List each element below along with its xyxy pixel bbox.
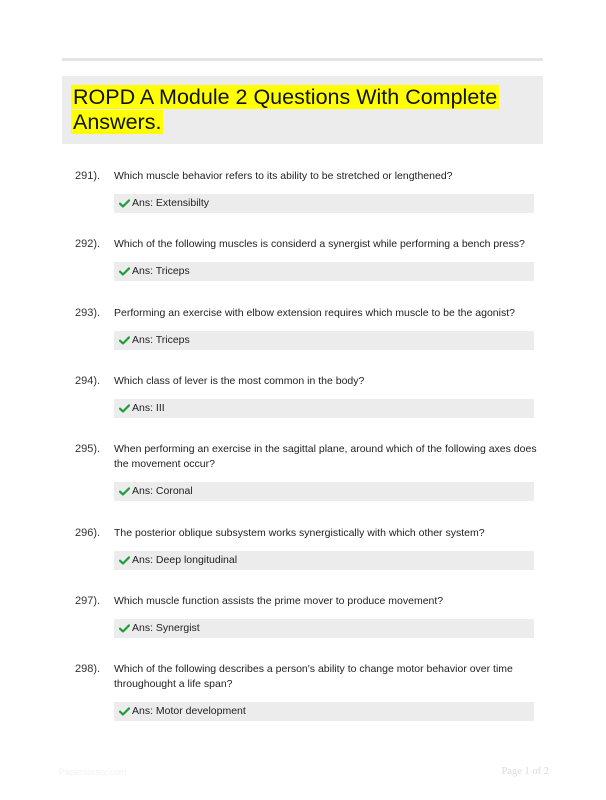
question-text: Which muscle function assists the prime mover to produce movement?: [114, 595, 444, 607]
check-icon: [119, 624, 130, 633]
question-number: 294).: [75, 375, 101, 387]
answer-box: [114, 331, 534, 350]
document-title-highlight: ROPD A Module 2 Questions With Complete Answers.: [73, 85, 498, 134]
question-text: The posterior oblique subsystem works synergistically with which other system?: [114, 527, 485, 539]
answer-text: Ans: Coronal: [132, 485, 193, 497]
question-text: When performing an exercise in the sagittal plane, around which of the following axes does the movement occur?: [114, 443, 537, 470]
answer-text: Ans: Triceps: [132, 334, 190, 346]
check-icon: [119, 556, 130, 565]
answer-box: [114, 399, 534, 418]
question-number: 297).: [75, 595, 101, 607]
question-text: Which of the following muscles is considerd a synergist while performing a bench press?: [114, 238, 525, 250]
answer-box: [114, 551, 534, 570]
question-number: 295).: [75, 443, 101, 455]
question-text: Which class of lever is the most common in the body?: [114, 375, 365, 387]
answer-text: Ans: Synergist: [132, 622, 200, 634]
question-text: Which muscle behavior refers to its ability to be stretched or lengthened?: [114, 170, 453, 182]
check-icon: [119, 199, 130, 208]
check-icon: [119, 336, 130, 345]
question-number: 296).: [75, 527, 101, 539]
answer-text: Ans: Extensibilty: [132, 197, 210, 209]
answer-box: [114, 702, 534, 721]
check-icon: [119, 267, 130, 276]
check-icon: [119, 404, 130, 413]
answer-text: Ans: Triceps: [132, 265, 190, 277]
top-divider: [62, 58, 543, 61]
answer-box: [114, 619, 534, 638]
answer-box: [114, 194, 534, 213]
title-banner: [62, 76, 543, 144]
answer-box: [114, 262, 534, 281]
document-title: [71, 85, 501, 135]
answer-box: [114, 482, 534, 501]
answer-text: Ans: Deep longitudinal: [132, 554, 238, 566]
question-number: 293).: [75, 307, 101, 319]
question-text: Which of the following describes a person's ability to change motor behavior over time throughought a life span?: [114, 663, 513, 690]
page-indicator: Page 1 of 2: [501, 766, 549, 777]
question-number: 291).: [75, 170, 101, 182]
answer-text: Ans: III: [132, 402, 165, 414]
footer-watermark: Paperlibrary.com: [59, 767, 127, 777]
check-icon: [119, 707, 130, 716]
answer-text: Ans: Motor development: [132, 705, 246, 717]
question-number: 298).: [75, 663, 101, 675]
check-icon: [119, 487, 130, 496]
question-number: 292).: [75, 238, 101, 250]
question-text: Performing an exercise with elbow extension requires which muscle to be the agonist?: [114, 307, 515, 319]
